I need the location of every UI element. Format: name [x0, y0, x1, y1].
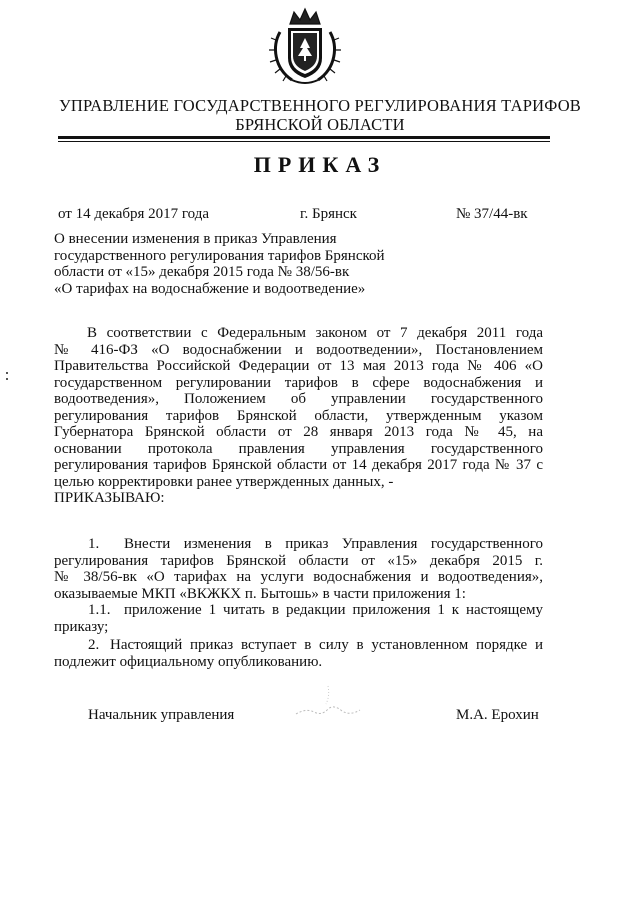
- item-line: оказываемые МКП «ВКЖКХ п. Бытошь» в части приложения 1:: [54, 585, 466, 602]
- preamble-line: регулирования тарифов Брянской области, утвержденным указом: [54, 407, 543, 424]
- item-number: 1.1.: [88, 602, 111, 618]
- document-title: ПРИКАЗ: [253, 152, 387, 177]
- preamble-line: Губернатора Брянской области от 28 января 2013 года № 45, на: [54, 424, 543, 440]
- item-line: приказу;: [54, 618, 109, 635]
- item-text: приложение 1 читать в редакции приложения 1 к настоящему: [124, 602, 543, 618]
- preamble-line: № 416-ФЗ «О водоснабжении и водоотведении», Постановлением: [54, 341, 543, 358]
- order-directive: ПРИКАЗЫВАЮ:: [54, 490, 165, 506]
- preamble-paragraph: [54, 325, 543, 507]
- subject-line: области от «15» декабря 2015 года № 38/56-вк: [54, 264, 350, 280]
- preamble-line: основании протокола правления управления государственного: [54, 440, 543, 457]
- item-line: [54, 637, 543, 654]
- coat-of-arms-emblem: [266, 6, 344, 88]
- item-line: регулирования тарифов Брянской области от «15» декабря 2015 г.: [54, 552, 543, 569]
- preamble-line: водоотведения», Положением об управлении государственного: [54, 391, 543, 407]
- item-line: подлежит официальному опубликованию.: [54, 653, 323, 670]
- order-item-1-1: [54, 602, 543, 635]
- faint-signature-mark: [288, 678, 368, 728]
- subject-line: государственного регулирования тарифов Брянской: [54, 247, 385, 264]
- order-item-2: [54, 637, 543, 670]
- header-divider-thick: [58, 136, 550, 139]
- order-item-1: [54, 536, 543, 602]
- order-city: г. Брянск: [300, 206, 357, 222]
- agency-name-line-1: УПРАВЛЕНИЕ ГОСУДАРСТВЕННОГО РЕГУЛИРОВАНИЯ ТАРИФОВ: [58, 96, 582, 115]
- scan-speck: [6, 372, 8, 374]
- signatory-position: Начальник управления: [88, 707, 235, 723]
- preamble-line: В соответствии с Федеральным законом от 7 декабря 2011 года: [87, 325, 543, 341]
- preamble-line: государственном регулировании тарифов в сфере водоснабжения и: [54, 374, 543, 391]
- header-divider-thin: [58, 141, 550, 142]
- preamble-line: Правительства Российской Федерации от 13 мая 2013 года № 406 «О: [54, 358, 543, 374]
- subject-line: О внесении изменения в приказ Управления: [54, 231, 337, 247]
- subject-line: «О тарифах на водоснабжение и водоотведение»: [54, 280, 366, 297]
- item-line: [54, 536, 543, 553]
- item-text: Внести изменения в приказ Управления государственного: [124, 536, 543, 552]
- order-number: № 37/44-вк: [456, 206, 528, 222]
- item-number: 1.: [88, 536, 100, 552]
- order-subject: [54, 231, 385, 297]
- item-line: [54, 602, 543, 619]
- item-number: 2.: [88, 637, 100, 653]
- preamble-line: регулирования тарифов Брянской области от 14 декабря 2017 года № 37 с: [54, 457, 543, 473]
- scan-speck: [6, 378, 8, 380]
- item-line: № 38/56-вк «О тарифах на услуги водоснабжения и водоотведения»,: [54, 569, 543, 585]
- order-date: от 14 декабря 2017 года: [58, 206, 210, 222]
- preamble-line: целью корректировки ранее утвержденных данных, -: [54, 473, 394, 490]
- signatory-name: М.А. Ерохин: [456, 707, 539, 723]
- agency-name-line-2: БРЯНСКОЙ ОБЛАСТИ: [235, 115, 405, 134]
- item-text: Настоящий приказ вступает в силу в установленном порядке и: [110, 637, 543, 653]
